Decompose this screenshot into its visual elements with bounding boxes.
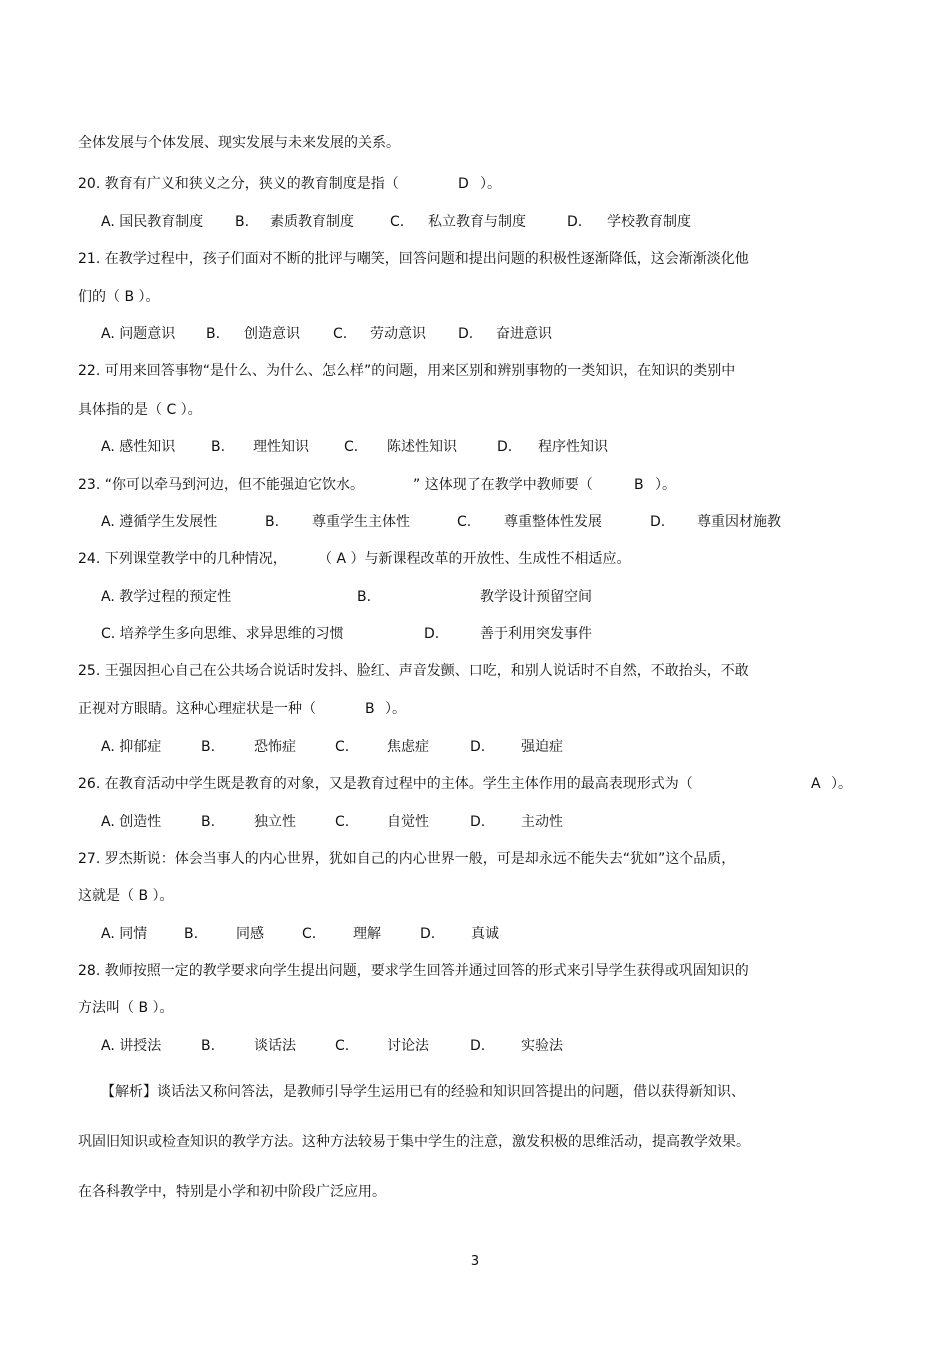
question-26-option-b-letter: B. <box>201 814 216 830</box>
question-26-answer: A <box>811 776 821 792</box>
question-20-option-d: 学校教育制度 <box>607 214 691 230</box>
question-26-option-d: 主动性 <box>521 814 563 830</box>
question-22-option-b: 理性知识 <box>253 439 309 455</box>
question-21-option-d-letter: D. <box>458 326 474 342</box>
question-21-option-d: 奋进意识 <box>496 326 552 342</box>
question-26-option-b: 独立性 <box>254 814 296 830</box>
question-23-stem-b: ” 这体现了在教学中教师要（ <box>413 477 593 493</box>
question-22-stem-2: 具体指的是（ C ）。 <box>78 402 202 418</box>
question-20-option-c: 私立教育与制度 <box>428 214 526 230</box>
question-20-stem: 20. 教育有广义和狭义之分，狭义的教育制度是指（ <box>78 176 399 192</box>
question-24-stem: 24. 下列课堂教学中的几种情况， <box>78 551 287 567</box>
question-27-option-b-letter: B. <box>184 926 199 942</box>
question-24-option-d-letter: D. <box>424 626 440 642</box>
question-25-option-c: 焦虑症 <box>387 739 429 755</box>
question-25-option-c-letter: C. <box>335 739 350 755</box>
question-22-option-d-letter: D. <box>497 439 513 455</box>
question-21-option-a: A. 问题意识 <box>101 326 176 342</box>
question-27-option-a: A. 同情 <box>101 926 148 942</box>
question-23-option-b-letter: B. <box>265 514 280 530</box>
question-27-option-c: 理解 <box>353 926 381 942</box>
question-24-stem-b: （ A ）与新课程改革的开放性、生成性不相适应。 <box>318 551 631 567</box>
question-20-option-d-letter: D. <box>567 214 583 230</box>
question-23-option-d: 尊重因材施教 <box>697 514 781 530</box>
question-22-stem: 22. 可用来回答事物“是什么、为什么、怎么样”的问题，用来区别和辨别事物的一类知识，在知识的类别中 <box>78 363 736 379</box>
question-25-option-d-letter: D. <box>470 739 486 755</box>
question-28-option-d: 实验法 <box>521 1038 563 1054</box>
question-25-option-b: 恐怖症 <box>254 739 296 755</box>
question-26-stem: 26. 在教育活动中学生既是教育的对象，又是教育过程中的主体。学生主体作用的最高表现形式为（ <box>78 776 693 792</box>
question-26-close: ）。 <box>831 776 852 792</box>
question-23-option-b: 尊重学生主体性 <box>312 514 410 530</box>
question-26-option-c: 自觉性 <box>387 814 429 830</box>
analysis-line-2: 巩固旧知识或检查知识的教学方法。这种方法较易于集中学生的注意，激发积极的思维活动，提高教学效果。 <box>78 1134 750 1150</box>
question-22-option-a: A. 感性知识 <box>101 439 176 455</box>
question-21-stem: 21. 在教学过程中，孩子们面对不断的批评与嘲笑，回答问题和提出问题的积极性逐渐降低，这会渐渐淡化他 <box>78 251 749 267</box>
question-21-stem-2: 们的（ B ）。 <box>78 289 160 305</box>
question-27-stem: 27. 罗杰斯说：体会当事人的内心世界，犹如自己的内心世界一般，可是却永远不能失去“犹如”这个品质， <box>78 851 736 867</box>
question-21-option-c-letter: C. <box>333 326 348 342</box>
question-22-option-d: 程序性知识 <box>538 439 608 455</box>
question-27-option-c-letter: C. <box>302 926 317 942</box>
question-20-option-c-letter: C. <box>390 214 405 230</box>
question-27-option-b: 同感 <box>236 926 264 942</box>
question-28-option-c: 讨论法 <box>387 1038 429 1054</box>
question-28-option-d-letter: D. <box>470 1038 486 1054</box>
question-23-answer: B <box>634 477 644 493</box>
question-23-option-d-letter: D. <box>650 514 666 530</box>
analysis-line-1: 【解析】谈话法又称问答法，是教师引导学生运用已有的经验和知识回答提出的问题，借以获得新知识、 <box>101 1084 745 1100</box>
question-24-option-d: 善于利用突发事件 <box>480 626 592 642</box>
question-25-answer: B <box>365 701 375 717</box>
question-26-option-c-letter: C. <box>335 814 350 830</box>
question-28-option-a: A. 讲授法 <box>101 1038 162 1054</box>
question-23-close: ）。 <box>655 477 676 493</box>
question-28-option-c-letter: C. <box>335 1038 350 1054</box>
question-28-option-b-letter: B. <box>201 1038 216 1054</box>
question-21-option-b-letter: B. <box>206 326 221 342</box>
question-27-option-d: 真诚 <box>471 926 499 942</box>
question-25-option-a: A. 抑郁症 <box>101 739 162 755</box>
question-22-option-c: 陈述性知识 <box>387 439 457 455</box>
question-22-option-b-letter: B. <box>211 439 226 455</box>
question-28-stem: 28. 教师按照一定的教学要求向学生提出问题，要求学生回答并通过回答的形式来引导学生获得或巩固知识的 <box>78 963 749 979</box>
intro-line: 全体发展与个体发展、现实发展与未来发展的关系。 <box>78 135 400 151</box>
question-28-stem-2: 方法叫（ B ）。 <box>78 1000 174 1016</box>
question-25-stem-2: 正视对方眼睛。这种心理症状是一种（ <box>78 701 316 717</box>
analysis-line-3: 在各科教学中，特别是小学和初中阶段广泛应用。 <box>78 1184 386 1200</box>
question-27-option-d-letter: D. <box>420 926 436 942</box>
question-23-option-c: 尊重整体性发展 <box>504 514 602 530</box>
question-25-stem: 25. 王强因担心自己在公共场合说话时发抖、脸红、声音发颤、口吃，和别人说话时不自然，不敢抬头，不敢 <box>78 663 749 679</box>
question-20-answer: D <box>458 176 469 192</box>
question-26-option-d-letter: D. <box>470 814 486 830</box>
question-24-option-b: 教学设计预留空间 <box>480 589 592 605</box>
question-21-option-c: 劳动意识 <box>370 326 426 342</box>
question-24-option-c: C. 培养学生多向思维、求异思维的习惯 <box>101 626 344 642</box>
question-26-option-a: A. 创造性 <box>101 814 162 830</box>
question-23-option-c-letter: C. <box>457 514 472 530</box>
question-23-option-a: A. 遵循学生发展性 <box>101 514 218 530</box>
question-20-close: ）。 <box>480 176 501 192</box>
question-28-option-b: 谈话法 <box>254 1038 296 1054</box>
question-24-option-a: A. 教学过程的预定性 <box>101 589 232 605</box>
question-27-stem-2: 这就是（ B ）。 <box>78 888 174 904</box>
question-21-option-b: 创造意识 <box>244 326 300 342</box>
question-24-option-b-letter: B. <box>357 589 372 605</box>
question-23-stem: 23. “你可以牵马到河边，但不能强迫它饮水。 <box>78 477 364 493</box>
question-20-option-a: A. 国民教育制度 <box>101 214 204 230</box>
page-number: 3 <box>470 1254 480 1269</box>
question-25-option-d: 强迫症 <box>521 739 563 755</box>
question-25-close: ）。 <box>385 701 406 717</box>
question-22-option-c-letter: C. <box>344 439 359 455</box>
question-25-option-b-letter: B. <box>201 739 216 755</box>
question-20-option-b-letter: B. <box>235 214 250 230</box>
question-20-option-b: 素质教育制度 <box>270 214 354 230</box>
